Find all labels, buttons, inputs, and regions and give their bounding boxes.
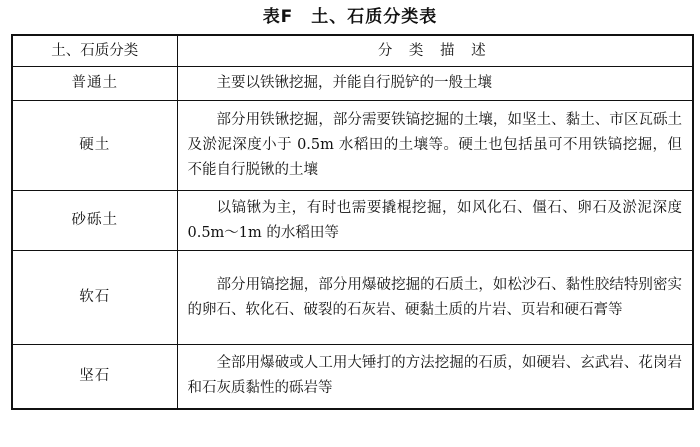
row-category: 普通土 — [12, 67, 177, 101]
table-row — [12, 345, 693, 409]
table-row — [12, 191, 693, 251]
row-category: 软石 — [12, 251, 177, 345]
row-description: 部分用铁锹挖掘，部分需要铁镐挖掘的土壤，如坚土、黏土、市区瓦砾土及淤泥深度小于 0.5m 水稻田的土壤等。硬土也包括虽可不用铁镐挖掘，但不能自行脱锹的土壤 — [177, 101, 693, 191]
header-description: 分 类 描 述 — [177, 35, 693, 67]
row-category: 硬土 — [12, 101, 177, 191]
table-header-row — [12, 35, 693, 67]
page-title: 表F 土、石质分类表 — [262, 7, 438, 27]
table-row — [12, 251, 693, 345]
soil-rock-classification-table — [11, 34, 694, 410]
row-category: 坚石 — [12, 345, 177, 409]
row-description: 以镐锹为主，有时也需要撬棍挖掘，如风化石、僵石、卵石及淤泥深度 0.5m～1m 的水稻田等 — [177, 191, 693, 251]
table-row — [12, 101, 693, 191]
row-description: 主要以铁锹挖掘，并能自行脱铲的一般土壤 — [177, 67, 693, 101]
header-category: 土、石质分类 — [12, 35, 177, 67]
row-category: 砂砾土 — [12, 191, 177, 251]
row-description: 部分用镐挖掘，部分用爆破挖掘的石质土，如松沙石、黏性胶结特别密实的卵石、软化石、破裂的石灰岩、硬黏土质的片岩、页岩和硬石膏等 — [177, 251, 693, 345]
row-description: 全部用爆破或人工用大锤打的方法挖掘的石质，如硬岩、玄武岩、花岗岩和石灰质黏性的砾岩等 — [177, 345, 693, 409]
table-row — [12, 67, 693, 101]
